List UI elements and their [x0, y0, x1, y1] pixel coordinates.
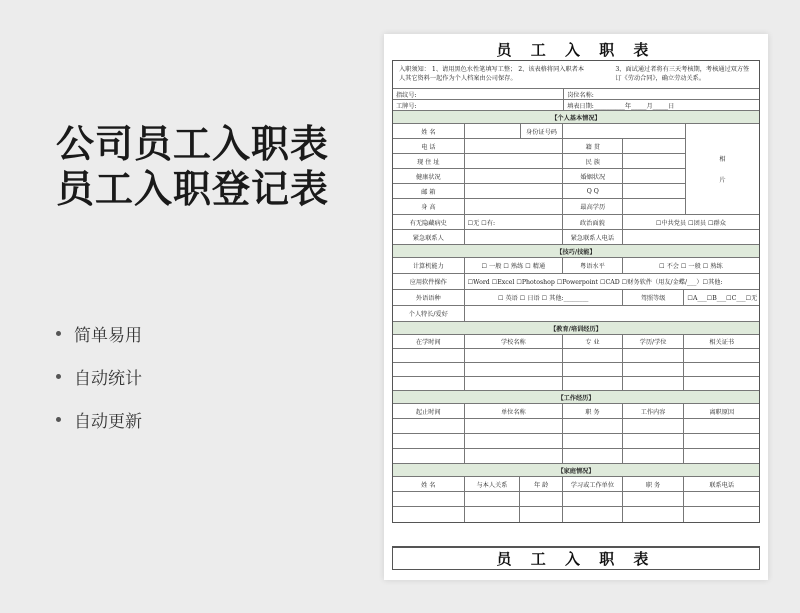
promo-title-line2: 员工入职登记表 — [56, 167, 330, 211]
table-row — [393, 419, 759, 434]
notice-block: 入职须知： 1、请用黑色水性笔填写工整； 2、该表格将同入职者本人其它资料一起作为个人档案由公司保存。 3、面试通过者将有三天考核期，考核通过双方签订《劳动合同》，确立劳动关系。 — [393, 61, 759, 89]
table-row — [393, 363, 759, 377]
feature-list — [56, 312, 142, 441]
basic-info-block: 姓 名 身份证号码 电 话 籍 贯 现 住 址 民 族 健康状况 婚姻状况 邮 箱 Q Q 身 高 最高学历 相 片 — [393, 124, 759, 215]
table-row: 有无隐藏病史 ☐无 ☐有: 政治面貌 ☐中共党员 ☐团员 ☐群众 — [393, 215, 759, 230]
table-row — [393, 434, 759, 449]
table-row: 外语语种 ☐ 英语 ☐ 日语 ☐ 其他:________ 驾照等级 ☐A___☐B___☐C___☐无 — [393, 290, 759, 306]
table-row: 计算机能力 ☐ 一般 ☐ 熟练 ☐ 精通 粤语水平 ☐ 不会 ☐ 一般 ☐ 熟练 — [393, 258, 759, 274]
section-header: 【教育/培训经历】 — [393, 322, 759, 335]
table-row: 应用软件操作 ☐Word ☐Excel ☐Photoshop ☐Powerpoint ☐CAD ☐财务软件（用友/金蝶/___）☐其他: — [393, 274, 759, 290]
section-header: 【技巧/技能】 — [393, 245, 759, 258]
form-preview-sheet — [384, 34, 768, 580]
table-row: 紧急联系人 紧急联系人电话 — [393, 230, 759, 245]
feature-item: 简单易用 — [56, 312, 142, 355]
feature-item: 自动更新 — [56, 398, 142, 441]
table-row: 工牌号: 填表日期:__________年_____月_____日 — [393, 100, 759, 111]
form-table — [392, 60, 760, 523]
promo-title-block — [56, 122, 329, 212]
table-header-row: 起止时间 单位名称 职 务 工作内容 离职原因 — [393, 404, 759, 419]
section-header: 【家庭情况】 — [393, 464, 759, 477]
form-title-repeat: 员 工 入 职 表 — [392, 546, 760, 570]
table-row — [393, 492, 759, 507]
table-row: 个人特长/爱好 — [393, 306, 759, 322]
feature-item: 自动统计 — [56, 355, 142, 398]
section-header: 【工作经历】 — [393, 391, 759, 404]
bullet-icon — [56, 417, 61, 422]
form-title: 员 工 入 职 表 — [496, 41, 656, 59]
photo-box: 相 片 — [719, 156, 726, 184]
table-header-row: 在学时间 学校名称 专 业 学历/学位 相关证书 — [393, 335, 759, 349]
bullet-icon — [56, 374, 61, 379]
table-row: 指纹号: 岗位名称: — [393, 89, 759, 100]
table-header-row: 姓 名 与本人关系 年 龄 学习或工作单位 职 务 联系电话 — [393, 477, 759, 492]
bullet-icon — [56, 331, 61, 336]
promo-title-line1: 公司员工入职表 — [56, 122, 330, 166]
table-row — [393, 349, 759, 363]
table-row — [393, 377, 759, 391]
table-row — [393, 449, 759, 464]
table-row — [393, 507, 759, 522]
section-header: 【个人基本情况】 — [393, 111, 759, 124]
